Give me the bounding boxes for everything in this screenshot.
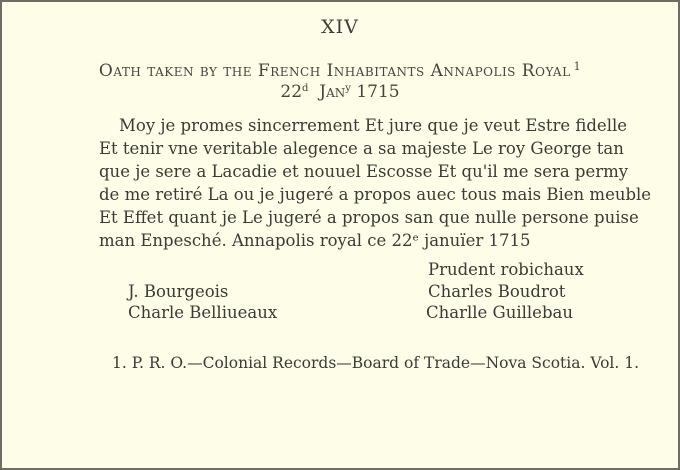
section-numeral: XIV [321,16,359,38]
date-month-suffix: y [345,83,351,94]
signature-left-2: Charle Belliueaux [128,303,278,322]
body-line: Et tenir vne veritable alegence a sa majeste Le roy George tan [99,139,624,158]
document-date [2,82,678,102]
date-month: Jan [319,82,346,102]
body-line: man Enpesché. Annapolis royal ce 22ᵉ januïer 1715 [99,231,531,250]
signature-right-3: Charlle Guillebau [426,303,573,322]
body-line: Et Effet quant je Le jugeré a propos san que nulle persone puise [99,208,639,227]
date-year: 1715 [356,82,400,102]
body-line: de me retiré La ou je jugeré a propos auec tous mais Bien meuble [99,185,652,204]
date-day-suffix: d [302,83,309,94]
document-title [2,60,678,81]
body-line: que je sere a Lacadie et nouuel Escosse Et qu'il me sera permy [99,162,629,181]
footnote-marker: 1 [573,60,582,73]
signature-left-1: J. Bourgeois [128,282,229,301]
date-day: 22 [280,82,303,102]
signature-right-2: Charles Boudrot [428,282,566,301]
body-line: Moy je promes sincerrement Et jure que je veut Estre fidelle [119,116,628,135]
title-text: Oath taken by the French Inhabitants Annapolis Royal [98,61,571,81]
footnote: 1. P. R. O.—Colonial Records—Board of Trade—Nova Scotia. Vol. 1. [112,354,640,372]
signature-right-1: Prudent robichaux [428,260,584,279]
